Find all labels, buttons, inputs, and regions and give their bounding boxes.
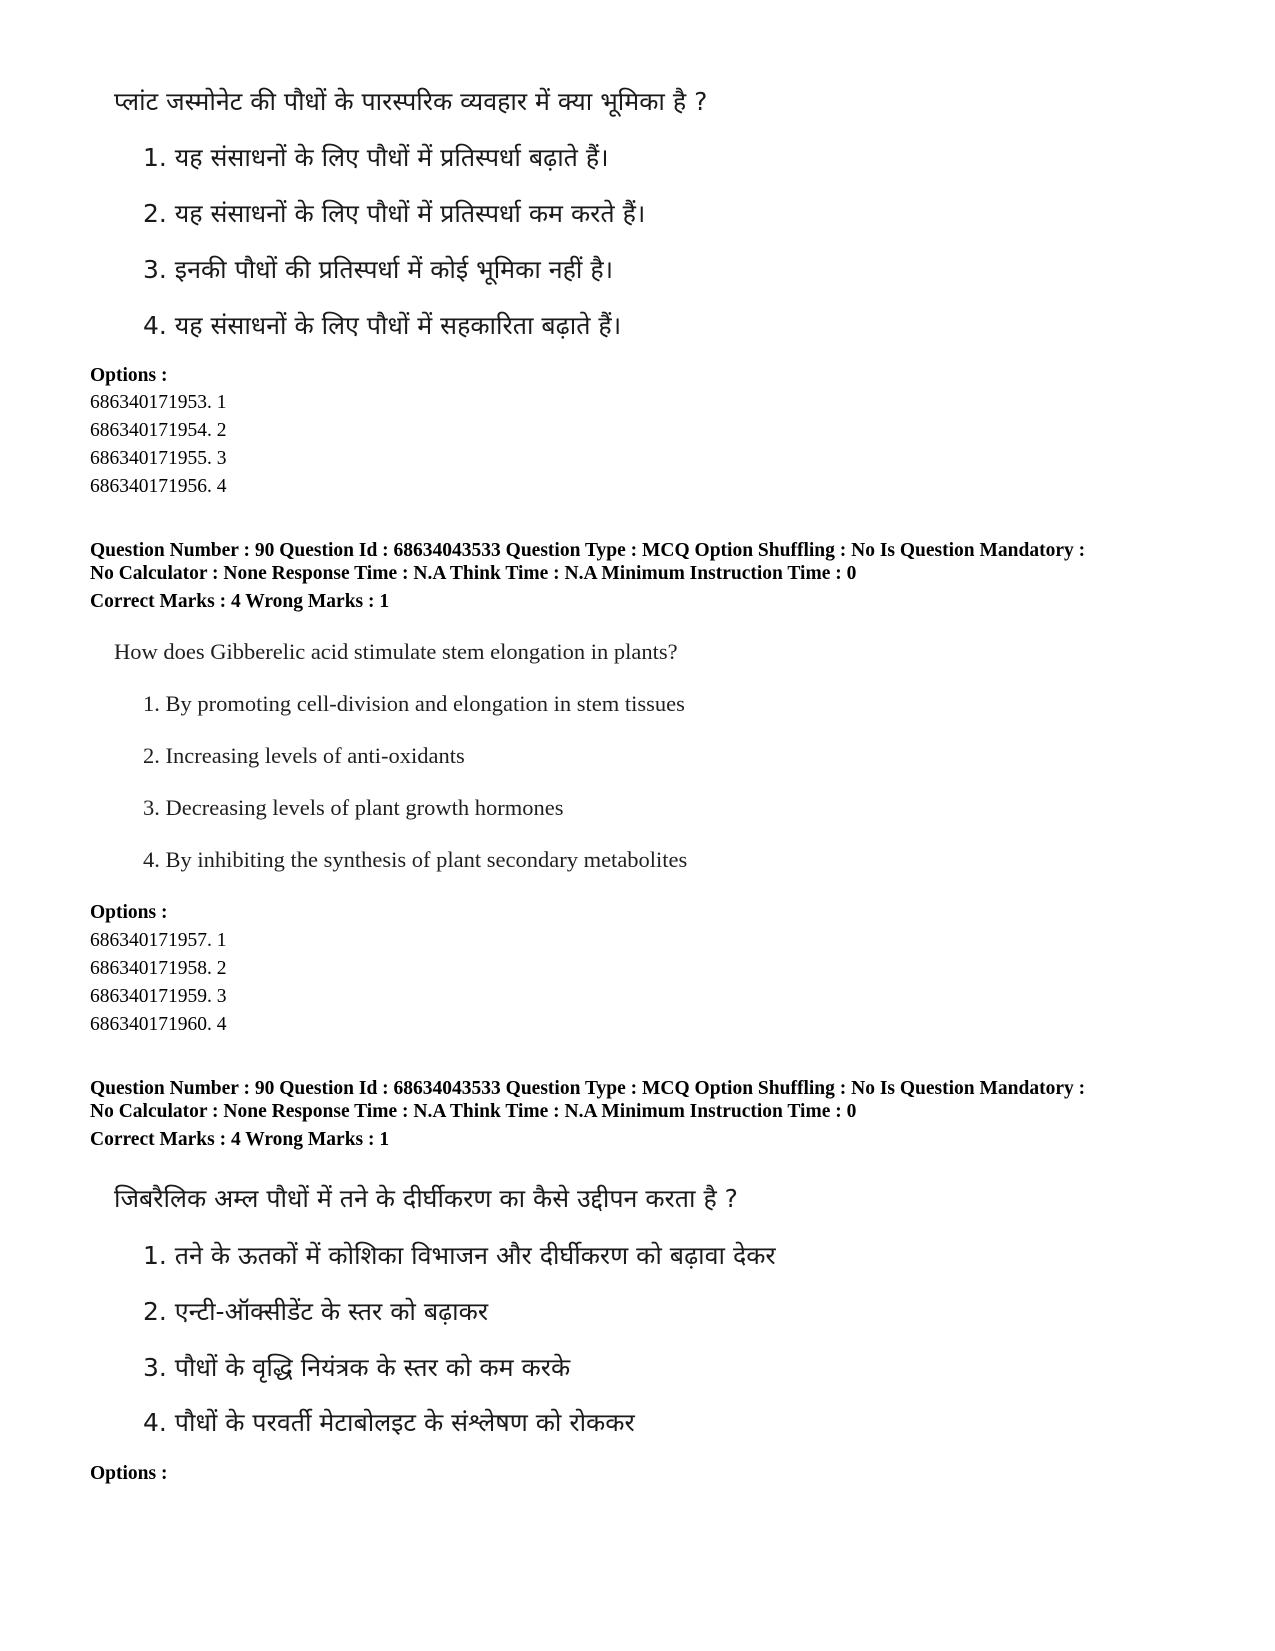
answer-choice-1: 1. तने के ऊतकों में कोशिका विभाजन और दीर्घीकरण को बढ़ावा देकर xyxy=(143,1241,776,1270)
question-meta-line-2: No Calculator : None Response Time : N.A Think Time : N.A Minimum Instruction Time : 0 xyxy=(90,563,857,584)
answer-choice-1: 1. By promoting cell-division and elongation in stem tissues xyxy=(143,691,685,716)
question-meta-line-1: Question Number : 90 Question Id : 68634043533 Question Type : MCQ Option Shuffling : No Is Question Mandatory : xyxy=(90,540,1086,561)
answer-choice-4: 4. यह संसाधनों के लिए पौधों में सहकारिता बढ़ाते हैं। xyxy=(143,311,622,340)
question-meta-line-2: No Calculator : None Response Time : N.A Think Time : N.A Minimum Instruction Time : 0 xyxy=(90,1101,857,1122)
option-id-row: 686340171958. 2 xyxy=(90,958,227,979)
option-id-row: 686340171953. 1 xyxy=(90,392,227,413)
options-label: Options : xyxy=(90,902,168,923)
answer-choice-2: 2. एन्टी-ऑक्सीडेंट के स्तर को बढ़ाकर xyxy=(143,1297,489,1326)
answer-choice-3: 3. इनकी पौधों की प्रतिस्पर्धा में कोई भूमिका नहीं है। xyxy=(143,255,614,284)
answer-choice-3: 3. पौधों के वृद्धि नियंत्रक के स्तर को कम करके xyxy=(143,1353,571,1382)
options-label: Options : xyxy=(90,365,168,386)
answer-choice-4: 4. By inhibiting the synthesis of plant secondary metabolites xyxy=(143,847,688,872)
answer-choice-1: 1. यह संसाधनों के लिए पौधों में प्रतिस्पर्धा बढ़ाते हैं। xyxy=(143,143,609,172)
answer-choice-4: 4. पौधों के परवर्ती मेटाबोलइट के संश्लेषण को रोककर xyxy=(143,1408,635,1437)
question-meta-line-1: Question Number : 90 Question Id : 68634043533 Question Type : MCQ Option Shuffling : No Is Question Mandatory : xyxy=(90,1078,1086,1099)
option-id-row: 686340171959. 3 xyxy=(90,986,227,1007)
option-id-row: 686340171954. 2 xyxy=(90,420,227,441)
question-text-hindi-gibberelic: जिबरैलिक अम्ल पौधों में तने के दीर्घीकरण का कैसे उद्दीपन करता है ? xyxy=(114,1184,738,1213)
question-text-english-gibberelic: How does Gibberelic acid stimulate stem elongation in plants? xyxy=(114,639,678,664)
options-label: Options : xyxy=(90,1463,168,1484)
option-id-row: 686340171956. 4 xyxy=(90,476,227,497)
question-marks: Correct Marks : 4 Wrong Marks : 1 xyxy=(90,1129,390,1150)
option-id-row: 686340171957. 1 xyxy=(90,930,227,951)
question-text-hindi-jasmonate: प्लांट जस्मोनेट की पौधों के पारस्परिक व्यवहार में क्या भूमिका है ? xyxy=(114,87,708,116)
answer-choice-2: 2. Increasing levels of anti-oxidants xyxy=(143,743,465,768)
answer-choice-3: 3. Decreasing levels of plant growth hormones xyxy=(143,795,564,820)
question-marks: Correct Marks : 4 Wrong Marks : 1 xyxy=(90,591,390,612)
option-id-row: 686340171955. 3 xyxy=(90,448,227,469)
answer-choice-2: 2. यह संसाधनों के लिए पौधों में प्रतिस्पर्धा कम करते हैं। xyxy=(143,199,646,228)
option-id-row: 686340171960. 4 xyxy=(90,1014,227,1035)
